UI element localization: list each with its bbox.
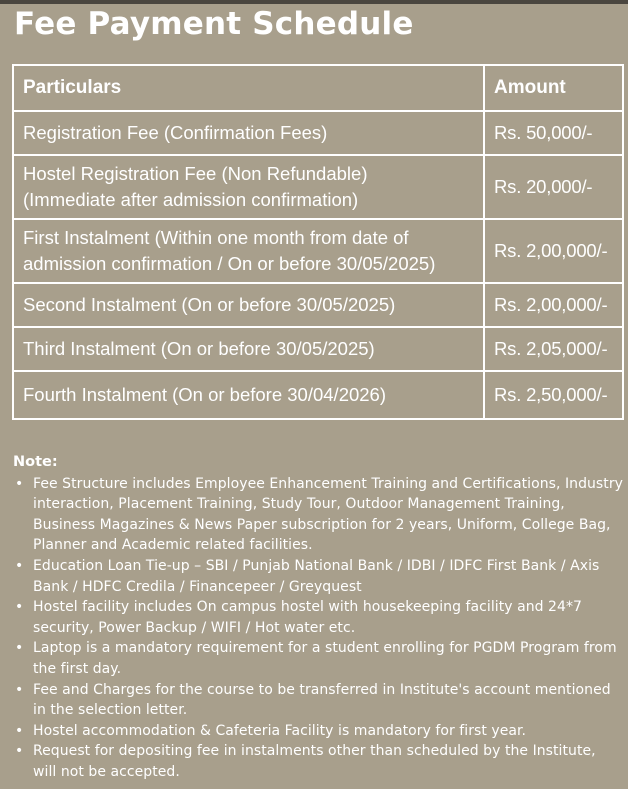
amount-cell: Rs. 2,00,000/- <box>484 219 623 283</box>
amount-cell: Rs. 2,50,000/- <box>484 371 623 419</box>
particulars-line: Registration Fee (Confirmation Fees) <box>23 122 328 143</box>
bullet-icon: • <box>15 681 24 698</box>
note-text: Fee Structure includes Employee Enhancement Training and Certifications, Industry interaction, Placement Training, Study Tour, Outdoor Management Training, Business Magazines & News Paper subscription for 2 years, Uniform, College Bag, Planner and Academic related facilities. <box>33 475 623 554</box>
list-item <box>13 638 623 679</box>
particulars-line: (Immediate after admission confirmation) <box>23 189 359 210</box>
bullet-icon: • <box>15 640 24 657</box>
list-item <box>13 741 623 782</box>
header-amount: Amount <box>484 65 623 111</box>
particulars-line: First Instalment (Within one month from date of <box>23 227 409 248</box>
page-title: Fee Payment Schedule <box>14 6 414 42</box>
table-header-row <box>13 65 623 111</box>
particulars-cell <box>13 283 484 327</box>
amount-cell: Rs. 2,05,000/- <box>484 327 623 371</box>
particulars-cell <box>13 371 484 419</box>
list-item <box>13 474 623 556</box>
particulars-line: Hostel Registration Fee (Non Refundable) <box>23 163 368 184</box>
notes-heading: Note: <box>13 454 58 470</box>
fee-schedule-table <box>12 64 624 420</box>
particulars-cell <box>13 111 484 155</box>
particulars-line: Fourth Instalment (On or before 30/04/2026) <box>23 384 387 405</box>
particulars-line: Second Instalment (On or before 30/05/2025) <box>23 294 396 315</box>
table-row <box>13 327 623 371</box>
bullet-icon: • <box>15 743 24 760</box>
note-text: Laptop is a mandatory requirement for a student enrolling for PGDM Program from the first day. <box>33 640 617 677</box>
list-item <box>13 721 623 742</box>
particulars-line: admission confirmation / On or before 30/05/2025) <box>23 253 436 274</box>
bullet-icon: • <box>15 722 24 739</box>
bullet-icon: • <box>15 599 24 616</box>
particulars-cell <box>13 219 484 283</box>
note-text: Education Loan Tie-up – SBI / Punjab National Bank / IDBI / IDFC First Bank / Axis Bank / HDFC Credila / Financepeer / Greyquest <box>33 557 600 595</box>
list-item <box>13 680 623 721</box>
amount-cell: Rs. 50,000/- <box>484 111 623 155</box>
particulars-cell <box>13 155 484 219</box>
header-particulars: Particulars <box>13 65 484 111</box>
amount-cell: Rs. 20,000/- <box>484 155 623 219</box>
table-row <box>13 111 623 155</box>
top-strip <box>0 0 628 4</box>
note-text: Request for depositing fee in instalments other than scheduled by the Institute, will not be accepted. <box>33 743 596 780</box>
notes-list <box>13 474 623 783</box>
particulars-cell <box>13 327 484 371</box>
note-text: Fee and Charges for the course to be transferred in Institute's account mentioned in the selection letter. <box>33 681 611 719</box>
table-row <box>13 219 623 283</box>
bullet-icon: • <box>15 557 24 574</box>
bullet-icon: • <box>15 475 24 492</box>
particulars-line: Third Instalment (On or before 30/05/2025) <box>23 338 375 359</box>
table-row <box>13 283 623 327</box>
list-item <box>13 556 623 597</box>
table-row <box>13 155 623 219</box>
note-text: Hostel facility includes On campus hostel with housekeeping facility and 24*7 security, Power Backup / WIFI / Hot water etc. <box>33 599 582 636</box>
notes-section <box>13 452 623 783</box>
list-item <box>13 597 623 638</box>
amount-cell: Rs. 2,00,000/- <box>484 283 623 327</box>
table-row <box>13 371 623 419</box>
note-text: Hostel accommodation & Cafeteria Facility is mandatory for first year. <box>33 722 527 739</box>
